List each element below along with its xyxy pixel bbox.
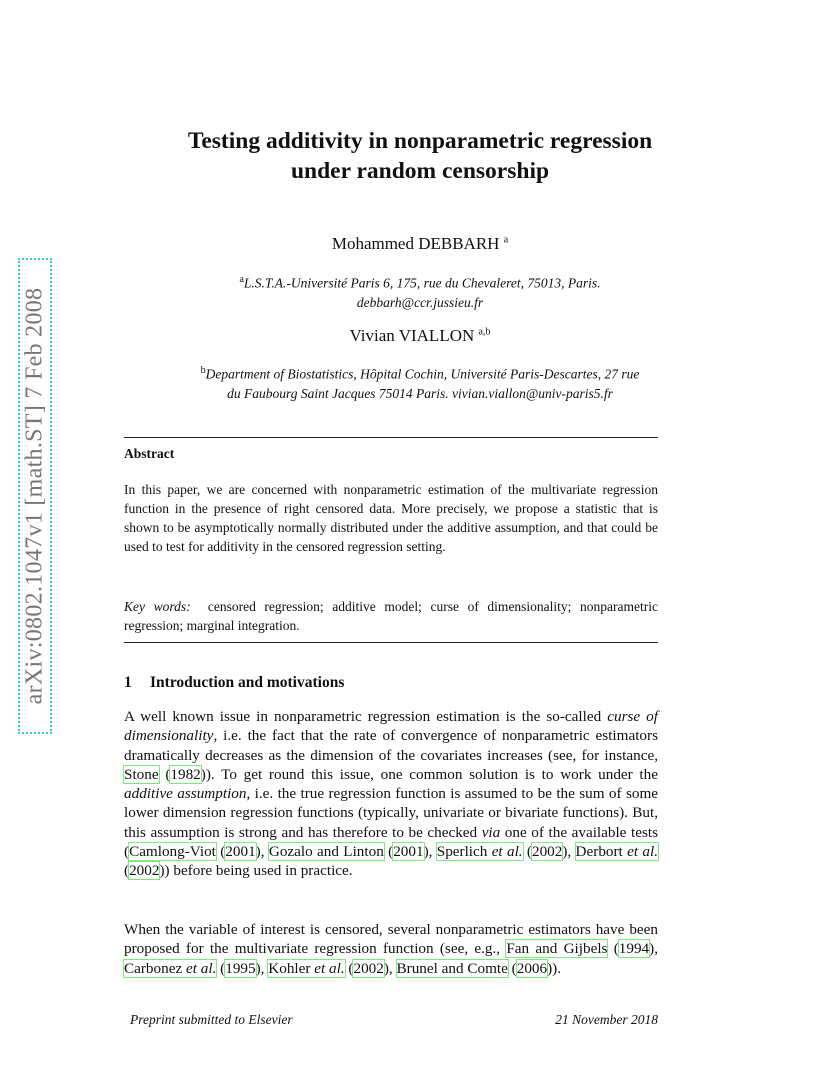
text-run: ( bbox=[522, 843, 532, 861]
title-line-1: Testing additivity in nonparametric regression bbox=[187, 128, 653, 154]
citation-year-link[interactable]: 2001 bbox=[225, 843, 256, 861]
affiliation-b-line2: du Faubourg Saint Jacques 75014 Paris. vivian.viallon@univ-paris5.fr bbox=[227, 385, 613, 401]
author-1-sup: a bbox=[503, 234, 509, 246]
text-run: ), bbox=[255, 959, 269, 977]
text-run: ), bbox=[255, 843, 269, 861]
intro-paragraph-1 bbox=[124, 707, 658, 881]
section-heading bbox=[124, 674, 344, 692]
footer-left: Preprint submitted to Elsevier bbox=[130, 1012, 293, 1027]
citation-link-carbonez[interactable] bbox=[124, 960, 216, 977]
text-run: one of the available tests ( bbox=[124, 823, 658, 861]
citation-year-link[interactable]: 2001 bbox=[393, 843, 424, 861]
author-2-sup: a,b bbox=[478, 326, 491, 338]
text-run: A well known issue in nonparametric regression estimation is the so-called bbox=[124, 708, 608, 725]
arxiv-stamp[interactable] bbox=[18, 258, 52, 734]
keywords-label: Key words: bbox=[124, 599, 191, 614]
author-2 bbox=[100, 326, 740, 346]
emphasis: additive assumption bbox=[124, 785, 247, 803]
abstract-heading: Abstract bbox=[124, 446, 175, 461]
citation-author: Derbort bbox=[575, 843, 628, 861]
citation-author: Carbonez bbox=[124, 959, 186, 977]
affiliation-a-mark: a bbox=[239, 274, 244, 285]
citation-link-derbort[interactable] bbox=[576, 843, 658, 860]
paper-title bbox=[100, 126, 740, 186]
citation-author: Kohler bbox=[268, 959, 315, 977]
text-run: ( bbox=[124, 862, 130, 880]
text-run: ( bbox=[215, 843, 226, 861]
text-run: , i.e. the fact that the rate of convergence of nonparametric estimators dramatically decreases as the dimension of the covariates increases (see, for instance, bbox=[124, 727, 658, 764]
citation-etal: et al. bbox=[314, 959, 345, 977]
section-title: Introduction and motivations bbox=[150, 674, 345, 691]
author-1-name: Mohammed DEBBARH bbox=[331, 234, 500, 253]
citation-year-link[interactable]: 2002 bbox=[353, 959, 384, 977]
author-2-name: Vivian VIALLON bbox=[349, 326, 475, 345]
text-run: )). bbox=[547, 959, 562, 977]
text-run: , i.e. the true regression function is assumed to be the sum of some lower dimension regression functions (typically, univariate or bivariate functions). But, this assumption is strong and has therefore to be checked bbox=[124, 785, 658, 841]
affiliation-b bbox=[100, 361, 740, 403]
section-number: 1 bbox=[124, 674, 132, 691]
citation-year-link[interactable]: 1982 bbox=[170, 765, 201, 783]
text-run: )) before being used in practice. bbox=[159, 862, 353, 880]
text-run: ( bbox=[158, 765, 171, 783]
citation-link-fan-gijbels[interactable]: Fan and Gijbels bbox=[506, 940, 608, 958]
text-run: ( bbox=[344, 959, 354, 977]
citation-year-link[interactable]: 1995 bbox=[225, 959, 256, 977]
citation-year-link[interactable]: 1994 bbox=[618, 940, 650, 958]
text-run: ( bbox=[216, 959, 226, 977]
emphasis: curse of dimensionality bbox=[124, 708, 658, 745]
text-run: ( bbox=[507, 959, 517, 977]
citation-etal: et al. bbox=[491, 843, 523, 861]
affiliation-b-mark: b bbox=[200, 365, 206, 376]
text-run: ), bbox=[562, 843, 576, 861]
author-1 bbox=[100, 234, 740, 254]
arxiv-identifier: arXiv:0802.1047v1 [math.ST] 7 Feb 2008 bbox=[21, 287, 48, 705]
intro-paragraph-2 bbox=[124, 920, 658, 978]
citation-year-link[interactable]: 2002 bbox=[129, 862, 160, 880]
text-run: )). To get round this issue, one common solution is to work under the bbox=[200, 765, 658, 783]
abstract-bottom-rule bbox=[124, 642, 658, 643]
citation-link-sperlich[interactable] bbox=[437, 843, 523, 860]
text-run: ), bbox=[649, 940, 658, 958]
title-line-2: under random censorship bbox=[290, 158, 550, 184]
emphasis: via bbox=[481, 823, 501, 841]
affiliation-a-email: debbarh@ccr.jussieu.fr bbox=[356, 294, 484, 310]
citation-link-camlong-viot[interactable]: Camlong-Viot bbox=[129, 843, 216, 861]
abstract-text: In this paper, we are concerned with nonparametric estimation of the multivariate regression function in the presence of right censored data. More precisely, we propose a statistic that is shown to be asymptotically normally distributed under the additive assumption, and that could be used to test for additivity in the censored regression setting. bbox=[124, 482, 658, 554]
citation-link-brunel-comte[interactable]: Brunel and Comte bbox=[396, 959, 508, 977]
text-run: ( bbox=[607, 940, 619, 958]
citation-author: Sperlich bbox=[436, 843, 492, 861]
text-run: ), bbox=[423, 843, 437, 861]
citation-year-link[interactable]: 2002 bbox=[531, 843, 563, 861]
keywords-text: censored regression; additive model; curse of dimensionality; nonparametric regression; marginal integration. bbox=[124, 599, 659, 633]
footer-right: 21 November 2018 bbox=[555, 1012, 658, 1027]
keywords bbox=[124, 597, 658, 635]
citation-etal: et al. bbox=[186, 959, 217, 977]
affiliation-a bbox=[100, 270, 740, 312]
affiliation-b-line1: Department of Biostatistics, Hôpital Cochin, Université Paris-Descartes, 27 rue bbox=[205, 366, 640, 382]
citation-year-link[interactable]: 2006 bbox=[516, 959, 548, 977]
text-run: ( bbox=[383, 843, 394, 861]
abstract-top-rule bbox=[124, 437, 658, 438]
citation-link-kohler[interactable] bbox=[268, 960, 344, 977]
citation-link-gozalo-linton[interactable]: Gozalo and Linton bbox=[268, 843, 384, 861]
affiliation-a-line1: L.S.T.A.-Université Paris 6, 175, rue du Chevaleret, 75013, Paris. bbox=[243, 275, 601, 291]
text-run: When the variable of interest is censored, several nonparametric estimators have been proposed for the multivariate regression function (see, e.g., bbox=[124, 921, 658, 958]
text-run: ), bbox=[383, 959, 397, 977]
citation-link-stone[interactable]: Stone bbox=[124, 765, 159, 783]
citation-etal: et al. bbox=[627, 843, 659, 861]
